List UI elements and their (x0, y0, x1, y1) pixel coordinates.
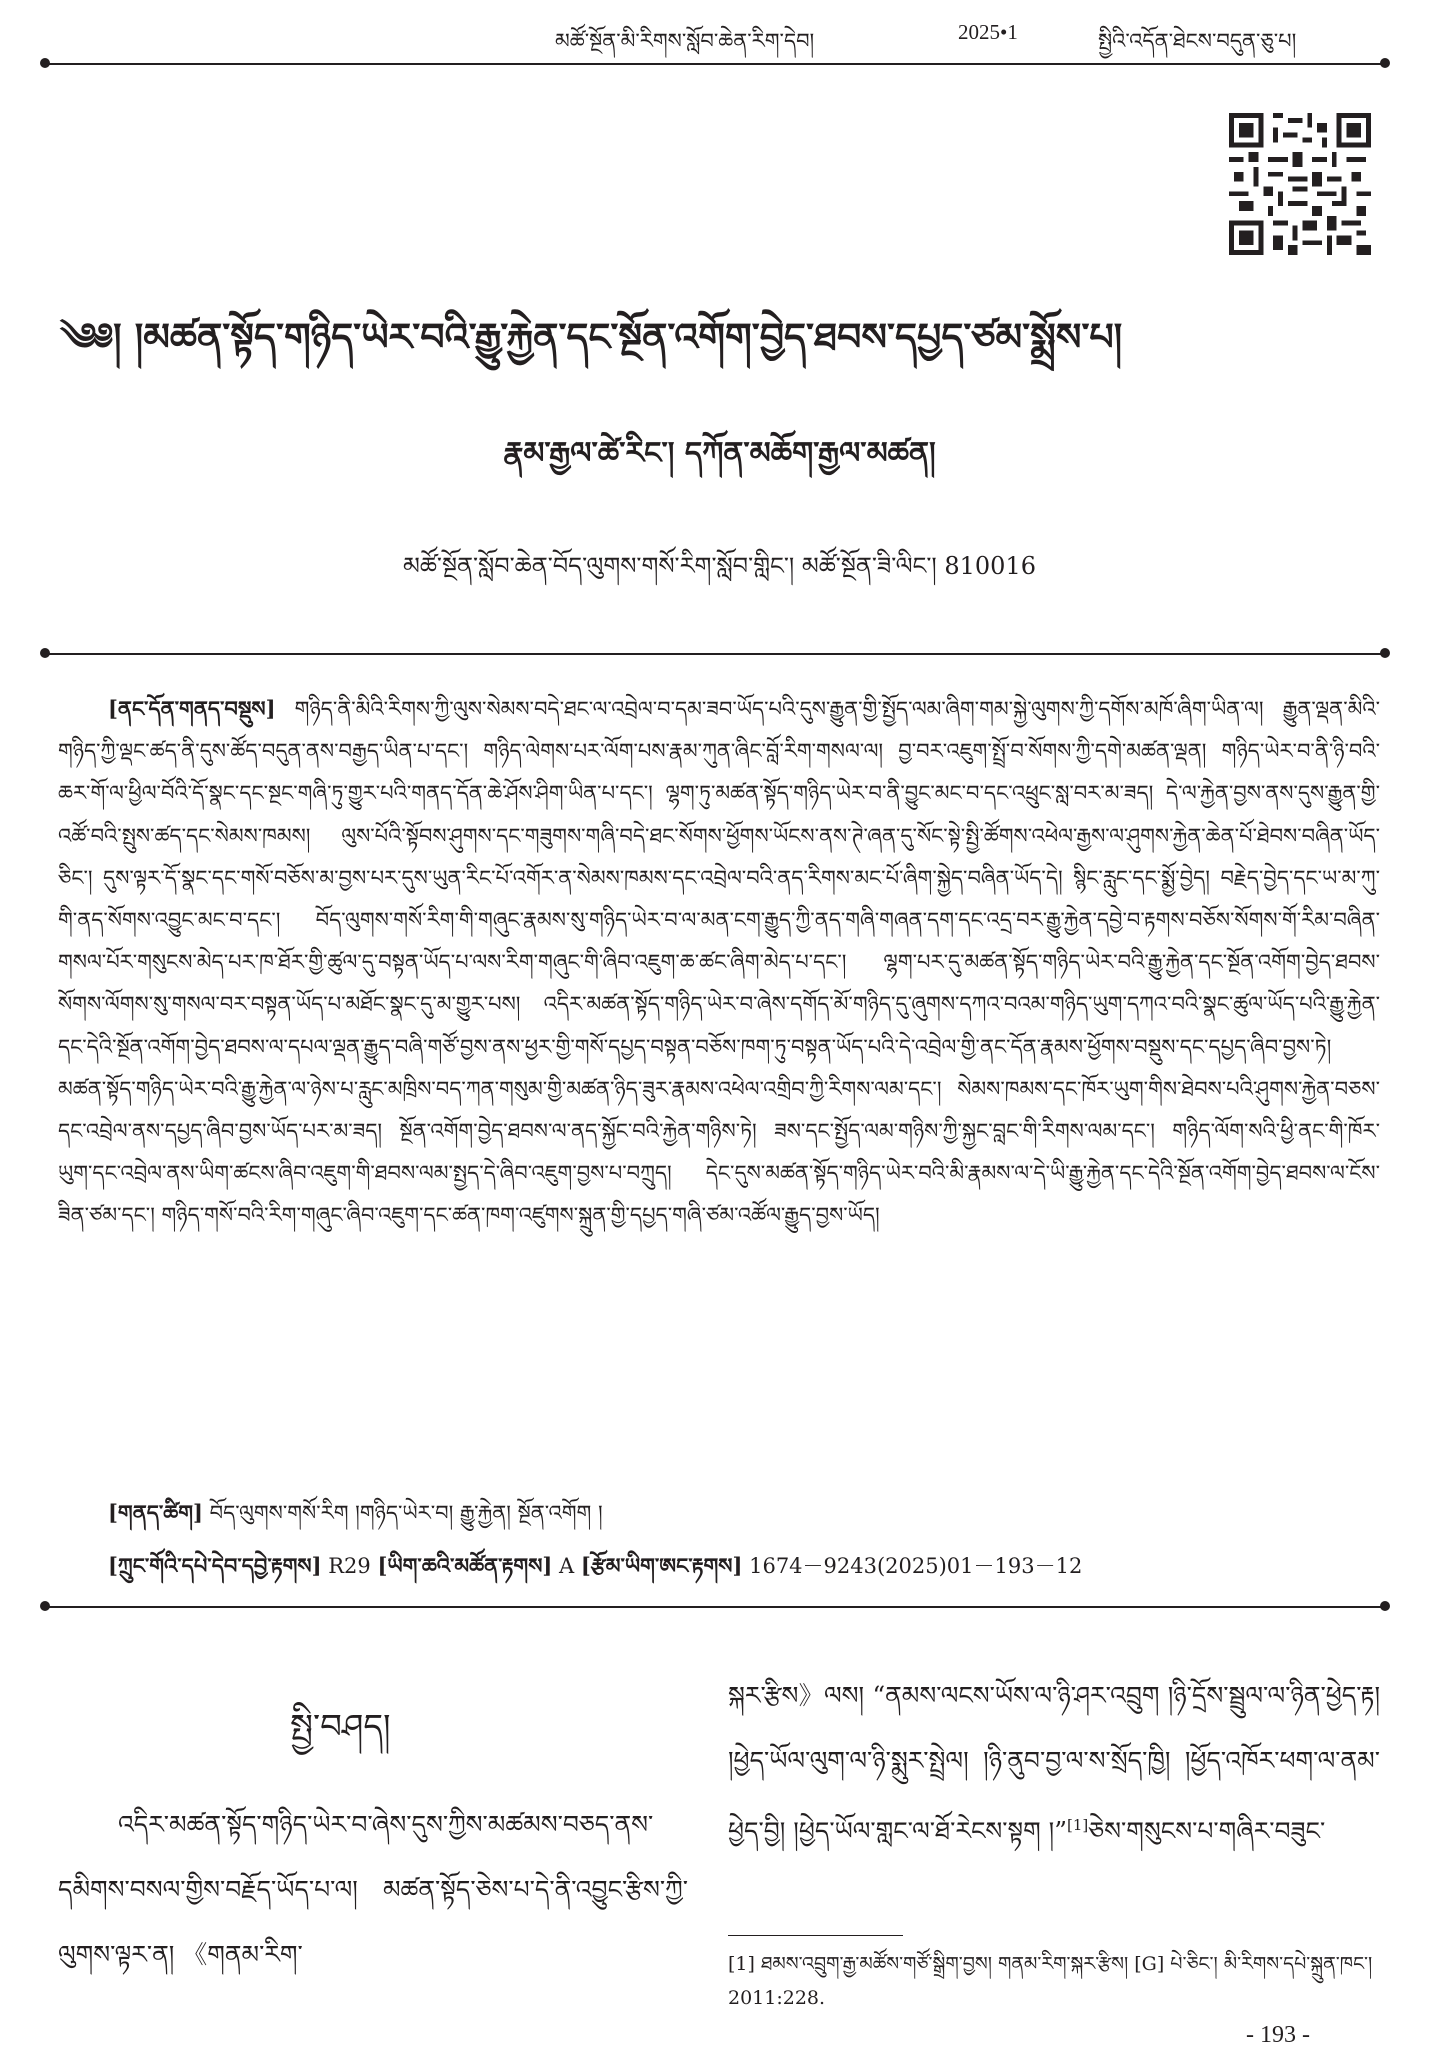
page-number: - 193 - (1246, 2022, 1310, 2048)
abstract-rule-left-dot (40, 648, 50, 658)
abstract-label: [ནང་དོན་གནད་བསྡུས] (108, 696, 276, 721)
qr-code-icon (1229, 113, 1371, 255)
abstract-rule-right-dot (1380, 648, 1390, 658)
running-head-journal: མཚོ་སྔོན་མི་རིགས་སློབ་ཆེན་རིག་དེབ། (555, 29, 815, 53)
doc-code-label: [ཡིག་ཆའི་མཚོན་རྟགས] (377, 1553, 553, 1578)
running-head-issue: 2025•1 (958, 20, 1018, 44)
classification-line (108, 1543, 1378, 1602)
doc-code-value: A (559, 1554, 575, 1578)
footnote-ref: [1] (1067, 1816, 1089, 1834)
clc-value: R29 (328, 1554, 371, 1578)
article-id-label: [རྩོམ་ཡིག་ཨང་རྟགས] (580, 1553, 743, 1578)
keywords (108, 1490, 1378, 1549)
body-right-column (728, 1663, 1380, 1863)
body-left-text: འདིར་མཚན་སྟོད་གཉིད་ཡེར་བ་ཞེས་དུས་ཀྱིས་མཚམས་བཅད་ནས་དམིགས་བསལ་གྱིས་བརྗོད་ཡོད་པ་ལ། མཚན་སྟོད་ཅེས་པ་དེ་ནི་འབྱུང་རྩིས་ཀྱི་ལུགས་ལྟར་ན། 《གནམ་རིག་ (58, 1810, 688, 1969)
article-authors: རྣམ་རྒྱལ་ཚེ་རིང་། དཀོན་མཆོག་རྒྱལ་མཚན། (503, 436, 936, 471)
abstract-top-rule (45, 653, 1385, 655)
running-head-section: སྤྱིའི་འདོན་ཐེངས་བདུན་ཅུ་པ། (1098, 29, 1297, 53)
body-right-tail: ཅེས་གསུངས་པ་གཞིར་བཟུང་ (1088, 1816, 1326, 1846)
footnote: [1] ཐམས་འབྲུག་རྒྱ་མཚོས་གཙོ་སྒྲིག་བྱས། གནམ་རིག་སྐར་རྩིས། [G] པེ་ཅིང་། མི་རིགས་དཔེ་སྐྲུན་ཁང་། 2011:228. (728, 1953, 1373, 2009)
header-rule-right-dot (1380, 58, 1390, 68)
footnote-rule (728, 1935, 903, 1936)
header-rule-left-dot (40, 58, 50, 68)
abstract-text: གཉིད་ནི་མིའི་རིགས་ཀྱི་ལུས་སེམས་བདེ་ཐང་ལ་འབྲེལ་བ་དམ་ཟབ་ཡོད་པའི་དུས་རྒྱུན་གྱི་སྤྱོད་ལམ་ཞིག་གམ་སྐྱེ་ལུགས་ཀྱི་དགོས་མཁོ་ཞིག་ཡིན་ལ། རྒྱུན་ལྡན་མིའི་གཉིད་ཀྱི་ལྡང་ཚད་ནི་དུས་ཚོད་བདུན་ནས་བརྒྱད་ཡིན་པ་དང་། གཉིད་ལེགས་པར་ལོག་པས་རྣམ་ཀུན་ཞིང་བློ་རིག་གསལ་ལ། བྱ་བར་འཇུག་སྤྲོ་བ་སོགས་ཀྱི་དགེ་མཚན་ལྡན། གཉིད་ཡེར་བ་ནི་ཉི་བའི་ཆར་གོ་ལ་ཕྱིལ་བོའི་དོ་སྣང་དང་སྔང་གཞི་ཏུ་གྱུར་པའི་གནད་དོན་ཆེ་ཤོས་ཤིག་ཡིན་པ་དང་། ལྷག་ཏུ་མཚན་སྟོད་གཉིད་ཡེར་བ་ནི་བྱུང་མང་བ་དང་འཕྲུང་སླ་བར་མ་ཟད། དེ་ལ་རྐྱེན་བྱས་ནས་དུས་རྒྱུན་གྱི་འཚོ་བའི་སྤུས་ཚད་དང་སེམས་ཁམས། ལུས་པོའི་སྟོབས་ཤུགས་དང་གཟུགས་གཞི་བདེ་ཐང་སོགས་ཕྱོགས་ཡོངས་ནས་ཊེ་ཞན་དུ་སོང་སྟེ་སྤྱི་ཚོགས་འཕེལ་རྒྱས་ལ་ཤུགས་རྐྱེན་ཆེན་པོ་ཐེབས་བཞིན་ཡོད་ཅིང་། དུས་ལྟར་དོ་སྣང་དང་གསོ་བཅོས་མ་བྱས་པར་དུས་ཡུན་རིང་པོ་འགོར་ན་སེམས་ཁམས་དང་འབྲེལ་བའི་ནད་རིགས་མང་པོ་ཞིག་སྐྱེད་བཞིན་ཡོད་དེ། སྙིང་རླུང་དང་སྨྱོ་བྱེད། བརྗེད་བྱེད་དང་ཡ་མ་ཀུ་གི་ནད་སོགས་འབྱུང་མང་བ་དང་། བོད་ལུགས་གསོ་རིག་གི་གཞུང་རྣམས་སུ་གཉིད་ཡེར་བ་ལ་མན་ངག་རྒྱུད་ཀྱི་ནད་གཞི་གཞན་དག་དང་འདྲ་བར་རྒྱུ་རྐྱེན་དབྱེ་བ་རྟགས་བཅོས་སོགས་གོ་རིམ་བཞིན་གསལ་པོར་གསུངས་མེད་པར་ཁ་ཐོར་གྱི་ཚུལ་དུ་བསྟན་ཡོད་པ་ལས་རིག་གཞུང་གི་ཞིབ་འཇུག་ཆ་ཚང་ཞིག་མེད་པ་དང་། ལྷག་པར་དུ་མཚན་སྟོད་གཉིད་ཡེར་བའི་རྒྱུ་རྐྱེན་དང་སྔོན་འགོག་བྱེད་ཐབས་སོགས་ལོགས་སུ་གསལ་བར་བསྟན་ཡོད་པ་མཐོང་སྣང་དུ་མ་གྱུར་པས། འདིར་མཚན་སྟོད་གཉིད་ཡེར་བ་ཞེས་དགོད་མོ་གཉིད་དུ་ཞུགས་དཀའ་བའམ་གཉིད་ཡུག་དཀའ་བའི་སྣང་ཚུལ་ཡོད་པའི་རྒྱུ་རྐྱེན་དང་དེའི་སྔོན་འགོག་བྱེད་ཐབས་ལ་དཔལ་ལྡན་རྒྱུད་བཞི་གཙོ་བྱས་ནས་ཕྱར་གྱི་གསོ་དཔྱད་བསྟན་བཅོས་ཁག་ཏུ་བསྟན་ཡོད་པའི་དེ་འབྲེལ་གྱི་ནང་དོན་རྣམས་ཕྱོགས་བསྡུས་དང་དཔྱད་ཞིབ་བྱས་ཏེ། མཚན་སྟོད་གཉིད་ཡེར་བའི་རྒྱུ་རྐྱེན་ལ་ཉེས་པ་རླུང་མཁྲིས་བད་ཀན་གསུམ་གྱི་མཚན་ཉིད་ཟུར་རྣམས་འཕེལ་འགྲིབ་ཀྱི་རིགས་ལམ་དང་། སེམས་ཁམས་དང་ཁོར་ཡུག་གིས་ཐེབས་པའི་ཤུགས་རྐྱེན་བཅས་དང་འབྲེལ་ནས་དཔྱད་ཞིབ་བྱས་ཡོད་པར་མ་ཟད། སྔོན་འགོག་བྱེད་ཐབས་ལ་ནད་སྐྱོང་བའི་རྐྱེན་གཉིས་ཏེ། ཟས་དང་སྤྱོད་ལམ་གཉིས་ཀྱི་སྐྱང་བླང་གི་རིགས་ལམ་དང་། གཉིད་ལོག་སའི་ཕྱི་ནང་གི་ཁོར་ཡུག་དང་འབྲེལ་ནས་ཡིག་ཚངས་ཞིབ་འཇུག་གི་ཐབས་ལམ་སྤྱད་དེ་ཞིབ་འཇུག་བྱས་པ་བཀྲུད། དེང་དུས་མཚན་སྟོད་གཉིད་ཡེར་བའི་མི་རྣམས་ལ་དེ་ཡི་རྒྱུ་རྐྱེན་དང་དེའི་སྔོན་འགོག་བྱེད་ཐབས་ལ་ངོས་ཟིན་ཙམ་དང་། གཉིད་གསོ་བའི་རིག་གཞུང་ཞིབ་འཇུག་དང་ཚན་ཁག་འཛུགས་སྐྲུན་གྱི་དཔྱད་གཞི་ཙམ་འཚོལ་རྒྱུད་བྱས་ཡོད། (58, 697, 1380, 1228)
abstract-bottom-rule (45, 1606, 1385, 1608)
author-affiliation: མཚོ་སྔོན་སློབ་ཆེན་བོད་ལུགས་གསོ་རིག་སློབ་གླིང་། མཚོ་སྔོན་ཟི་ལིང་། 810016 (403, 552, 1036, 580)
abstract (58, 688, 1380, 1237)
body-left-column (58, 1792, 688, 1987)
keywords-label: [གནད་ཚིག] (108, 1500, 203, 1525)
body-right-text: སྐར་རྩིས》ལས། “ནམས་ལངས་ཡོས་ལ་ཉི་ཤར་འབྲུག །ཉི་དྲོས་སྦྲུལ་ལ་ཉིན་ཕྱེད་རྟ། །ཕྱེད་ཡོལ་ལུག་ལ་ཉི་སྨུར་སྤྲེལ། །ཉི་ནུབ་བྱ་ལ་ས་སྲོད་ཁྱི། །ཕྱོད་འཁོར་ཕག་ལ་ནམ་ཕྱེད་བྱི། །ཕྱེད་ཡོལ་གླང་ལ་ཐོ་རེངས་སྟག །” (728, 1681, 1380, 1846)
article-id-value: 1674－9243(2025)01－193－12 (749, 1554, 1083, 1578)
abstract-bottom-right-dot (1380, 1601, 1390, 1611)
header-rule (45, 63, 1385, 65)
keywords-text: བོད་ལུགས་གསོ་རིག །གཉིད་ཡེར་བ། རྒྱུ་རྐྱེན། སྔོན་འགོག ། (209, 1501, 603, 1525)
article-title: ༄༅། །མཚན་སྟོད་གཉིད་ཡེར་བའི་རྒྱུ་རྐྱེན་དང་སྔོན་འགོག་བྱེད་ཐབས་དཔྱད་ཙམ་སྨྲོས་པ། (60, 314, 1123, 359)
section-heading: སྤྱི་བཤད། (290, 1707, 391, 1747)
clc-label: [ཀྲུང་གོའི་དཔེ་དེབ་དབྱེ་རྟགས] (108, 1553, 322, 1578)
abstract-bottom-left-dot (40, 1601, 50, 1611)
